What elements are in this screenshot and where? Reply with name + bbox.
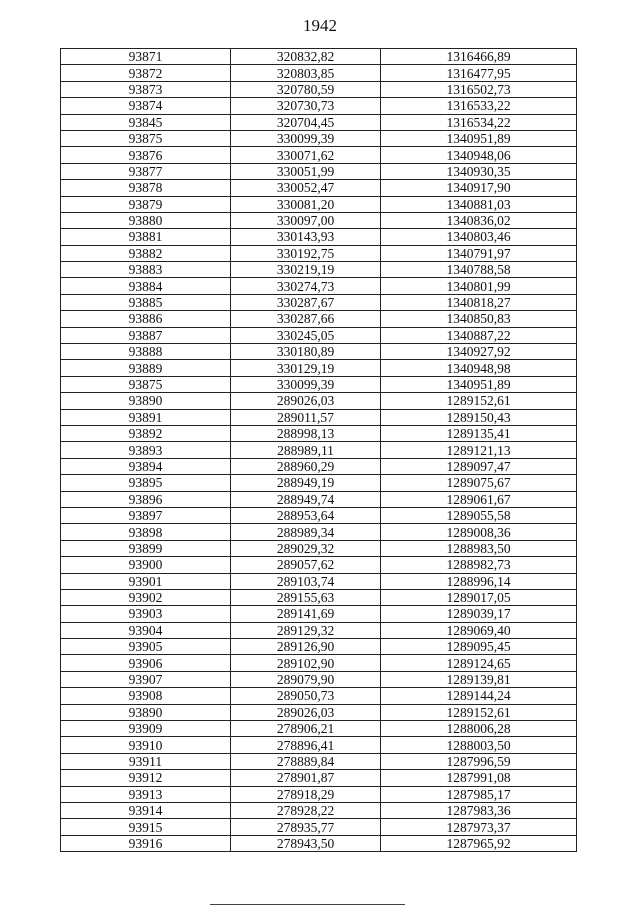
x-coordinate-cell: 289155,63: [231, 589, 381, 605]
table-row: [61, 589, 577, 605]
point-number-cell: 93896: [61, 491, 231, 507]
x-coordinate-cell: 289011,57: [231, 409, 381, 425]
x-coordinate-cell: 289103,74: [231, 573, 381, 589]
point-number-cell: 93895: [61, 475, 231, 491]
y-coordinate-cell: 1340951,89: [381, 130, 577, 146]
x-coordinate-cell: 330129,19: [231, 360, 381, 376]
x-coordinate-cell: 330081,20: [231, 196, 381, 212]
point-number-cell: 93887: [61, 327, 231, 343]
y-coordinate-cell: 1289124,65: [381, 655, 577, 671]
table-row: [61, 721, 577, 737]
y-coordinate-cell: 1289139,81: [381, 671, 577, 687]
table-row: [61, 98, 577, 114]
table-row: [61, 393, 577, 409]
point-number-cell: 93873: [61, 81, 231, 97]
table-row: [61, 507, 577, 523]
x-coordinate-cell: 330099,39: [231, 130, 381, 146]
point-number-cell: 93885: [61, 294, 231, 310]
x-coordinate-cell: 278928,22: [231, 802, 381, 818]
table-row: [61, 688, 577, 704]
table-row: [61, 606, 577, 622]
x-coordinate-cell: 289057,62: [231, 557, 381, 573]
table-row: [61, 425, 577, 441]
x-coordinate-cell: 288949,19: [231, 475, 381, 491]
y-coordinate-cell: 1340803,46: [381, 229, 577, 245]
table-row: [61, 442, 577, 458]
x-coordinate-cell: 330099,39: [231, 376, 381, 392]
point-number-cell: 93902: [61, 589, 231, 605]
table-row: [61, 262, 577, 278]
table-row: [61, 311, 577, 327]
point-number-cell: 93905: [61, 639, 231, 655]
y-coordinate-cell: 1340850,83: [381, 311, 577, 327]
point-number-cell: 93878: [61, 180, 231, 196]
table-row: [61, 409, 577, 425]
y-coordinate-cell: 1289121,13: [381, 442, 577, 458]
x-coordinate-cell: 288989,34: [231, 524, 381, 540]
table-row: [61, 294, 577, 310]
table-row: [61, 802, 577, 818]
point-number-cell: 93904: [61, 622, 231, 638]
y-coordinate-cell: 1340917,90: [381, 180, 577, 196]
x-coordinate-cell: 289050,73: [231, 688, 381, 704]
point-number-cell: 93879: [61, 196, 231, 212]
y-coordinate-cell: 1289150,43: [381, 409, 577, 425]
y-coordinate-cell: 1340881,03: [381, 196, 577, 212]
table-row: [61, 770, 577, 786]
point-number-cell: 93893: [61, 442, 231, 458]
point-number-cell: 93911: [61, 753, 231, 769]
point-number-cell: 93892: [61, 425, 231, 441]
x-coordinate-cell: 320704,45: [231, 114, 381, 130]
x-coordinate-cell: 330287,66: [231, 311, 381, 327]
x-coordinate-cell: 330287,67: [231, 294, 381, 310]
y-coordinate-cell: 1287985,17: [381, 786, 577, 802]
x-coordinate-cell: 320730,73: [231, 98, 381, 114]
table-row: [61, 655, 577, 671]
table-row: [61, 147, 577, 163]
x-coordinate-cell: 289026,03: [231, 704, 381, 720]
y-coordinate-cell: 1288983,50: [381, 540, 577, 556]
table-row: [61, 835, 577, 851]
x-coordinate-cell: 289129,32: [231, 622, 381, 638]
table-row: [61, 573, 577, 589]
y-coordinate-cell: 1287965,92: [381, 835, 577, 851]
table-row: [61, 524, 577, 540]
y-coordinate-cell: 1340948,06: [381, 147, 577, 163]
table-row: [61, 278, 577, 294]
point-number-cell: 93890: [61, 393, 231, 409]
y-coordinate-cell: 1289055,58: [381, 507, 577, 523]
y-coordinate-cell: 1316477,95: [381, 65, 577, 81]
point-number-cell: 93845: [61, 114, 231, 130]
table-row: [61, 557, 577, 573]
point-number-cell: 93875: [61, 376, 231, 392]
y-coordinate-cell: 1288003,50: [381, 737, 577, 753]
point-number-cell: 93903: [61, 606, 231, 622]
x-coordinate-cell: 330245,05: [231, 327, 381, 343]
point-number-cell: 93890: [61, 704, 231, 720]
y-coordinate-cell: 1340791,97: [381, 245, 577, 261]
y-coordinate-cell: 1340801,99: [381, 278, 577, 294]
point-number-cell: 93913: [61, 786, 231, 802]
point-number-cell: 93898: [61, 524, 231, 540]
point-number-cell: 93906: [61, 655, 231, 671]
point-number-cell: 93915: [61, 819, 231, 835]
point-number-cell: 93908: [61, 688, 231, 704]
x-coordinate-cell: 288960,29: [231, 458, 381, 474]
x-coordinate-cell: 288998,13: [231, 425, 381, 441]
table-row: [61, 229, 577, 245]
point-number-cell: 93894: [61, 458, 231, 474]
point-number-cell: 93874: [61, 98, 231, 114]
x-coordinate-cell: 278896,41: [231, 737, 381, 753]
point-number-cell: 93914: [61, 802, 231, 818]
coordinates-table: [60, 48, 577, 852]
x-coordinate-cell: 320832,82: [231, 49, 381, 65]
y-coordinate-cell: 1316502,73: [381, 81, 577, 97]
point-number-cell: 93877: [61, 163, 231, 179]
x-coordinate-cell: 289126,90: [231, 639, 381, 655]
y-coordinate-cell: 1289061,67: [381, 491, 577, 507]
table-row: [61, 212, 577, 228]
point-number-cell: 93899: [61, 540, 231, 556]
point-number-cell: 93871: [61, 49, 231, 65]
table-row: [61, 737, 577, 753]
x-coordinate-cell: 330071,62: [231, 147, 381, 163]
point-number-cell: 93872: [61, 65, 231, 81]
y-coordinate-cell: 1289152,61: [381, 704, 577, 720]
table-row: [61, 540, 577, 556]
y-coordinate-cell: 1340788,58: [381, 262, 577, 278]
y-coordinate-cell: 1340927,92: [381, 344, 577, 360]
x-coordinate-cell: 330192,75: [231, 245, 381, 261]
x-coordinate-cell: 320780,59: [231, 81, 381, 97]
x-coordinate-cell: 289026,03: [231, 393, 381, 409]
y-coordinate-cell: 1288006,28: [381, 721, 577, 737]
table-row: [61, 639, 577, 655]
y-coordinate-cell: 1289152,61: [381, 393, 577, 409]
y-coordinate-cell: 1288996,14: [381, 573, 577, 589]
table-row: [61, 360, 577, 376]
x-coordinate-cell: 278935,77: [231, 819, 381, 835]
point-number-cell: 93891: [61, 409, 231, 425]
y-coordinate-cell: 1340930,35: [381, 163, 577, 179]
y-coordinate-cell: 1340818,27: [381, 294, 577, 310]
y-coordinate-cell: 1316533,22: [381, 98, 577, 114]
y-coordinate-cell: 1316534,22: [381, 114, 577, 130]
coordinates-table-body: [61, 49, 577, 852]
table-row: [61, 819, 577, 835]
table-row: [61, 81, 577, 97]
y-coordinate-cell: 1288982,73: [381, 557, 577, 573]
x-coordinate-cell: 330219,19: [231, 262, 381, 278]
table-row: [61, 458, 577, 474]
table-row: [61, 114, 577, 130]
table-row: [61, 491, 577, 507]
x-coordinate-cell: 330051,99: [231, 163, 381, 179]
point-number-cell: 93882: [61, 245, 231, 261]
point-number-cell: 93876: [61, 147, 231, 163]
table-row: [61, 245, 577, 261]
y-coordinate-cell: 1287983,36: [381, 802, 577, 818]
point-number-cell: 93912: [61, 770, 231, 786]
point-number-cell: 93883: [61, 262, 231, 278]
point-number-cell: 93910: [61, 737, 231, 753]
point-number-cell: 93875: [61, 130, 231, 146]
y-coordinate-cell: 1287991,08: [381, 770, 577, 786]
table-row: [61, 786, 577, 802]
point-number-cell: 93886: [61, 311, 231, 327]
table-row: [61, 180, 577, 196]
y-coordinate-cell: 1289075,67: [381, 475, 577, 491]
point-number-cell: 93900: [61, 557, 231, 573]
point-number-cell: 93907: [61, 671, 231, 687]
point-number-cell: 93881: [61, 229, 231, 245]
x-coordinate-cell: 330180,89: [231, 344, 381, 360]
y-coordinate-cell: 1287973,37: [381, 819, 577, 835]
x-coordinate-cell: 278943,50: [231, 835, 381, 851]
x-coordinate-cell: 288949,74: [231, 491, 381, 507]
page-number: 1942: [303, 16, 337, 35]
table-row: [61, 704, 577, 720]
x-coordinate-cell: 278906,21: [231, 721, 381, 737]
x-coordinate-cell: 330274,73: [231, 278, 381, 294]
table-row: [61, 65, 577, 81]
y-coordinate-cell: 1289008,36: [381, 524, 577, 540]
point-number-cell: 93884: [61, 278, 231, 294]
table-row: [61, 622, 577, 638]
point-number-cell: 93897: [61, 507, 231, 523]
x-coordinate-cell: 278901,87: [231, 770, 381, 786]
y-coordinate-cell: 1289069,40: [381, 622, 577, 638]
x-coordinate-cell: 289102,90: [231, 655, 381, 671]
x-coordinate-cell: 288989,11: [231, 442, 381, 458]
y-coordinate-cell: 1316466,89: [381, 49, 577, 65]
x-coordinate-cell: 278918,29: [231, 786, 381, 802]
table-row: [61, 327, 577, 343]
y-coordinate-cell: 1340887,22: [381, 327, 577, 343]
y-coordinate-cell: 1289097,47: [381, 458, 577, 474]
table-row: [61, 376, 577, 392]
point-number-cell: 93909: [61, 721, 231, 737]
y-coordinate-cell: 1340836,02: [381, 212, 577, 228]
table-row: [61, 344, 577, 360]
table-row: [61, 475, 577, 491]
y-coordinate-cell: 1289095,45: [381, 639, 577, 655]
y-coordinate-cell: 1289144,24: [381, 688, 577, 704]
x-coordinate-cell: 330097,00: [231, 212, 381, 228]
y-coordinate-cell: 1289017,05: [381, 589, 577, 605]
table-row: [61, 163, 577, 179]
x-coordinate-cell: 330052,47: [231, 180, 381, 196]
x-coordinate-cell: 289079,90: [231, 671, 381, 687]
x-coordinate-cell: 289029,32: [231, 540, 381, 556]
y-coordinate-cell: 1289039,17: [381, 606, 577, 622]
x-coordinate-cell: 289141,69: [231, 606, 381, 622]
x-coordinate-cell: 320803,85: [231, 65, 381, 81]
table-row: [61, 753, 577, 769]
y-coordinate-cell: 1289135,41: [381, 425, 577, 441]
point-number-cell: 93880: [61, 212, 231, 228]
x-coordinate-cell: 278889,84: [231, 753, 381, 769]
x-coordinate-cell: 330143,93: [231, 229, 381, 245]
y-coordinate-cell: 1340948,98: [381, 360, 577, 376]
point-number-cell: 93901: [61, 573, 231, 589]
point-number-cell: 93889: [61, 360, 231, 376]
table-row: [61, 196, 577, 212]
y-coordinate-cell: 1287996,59: [381, 753, 577, 769]
table-row: [61, 671, 577, 687]
point-number-cell: 93916: [61, 835, 231, 851]
point-number-cell: 93888: [61, 344, 231, 360]
table-row: [61, 130, 577, 146]
y-coordinate-cell: 1340951,89: [381, 376, 577, 392]
table-row: [61, 49, 577, 65]
x-coordinate-cell: 288953,64: [231, 507, 381, 523]
